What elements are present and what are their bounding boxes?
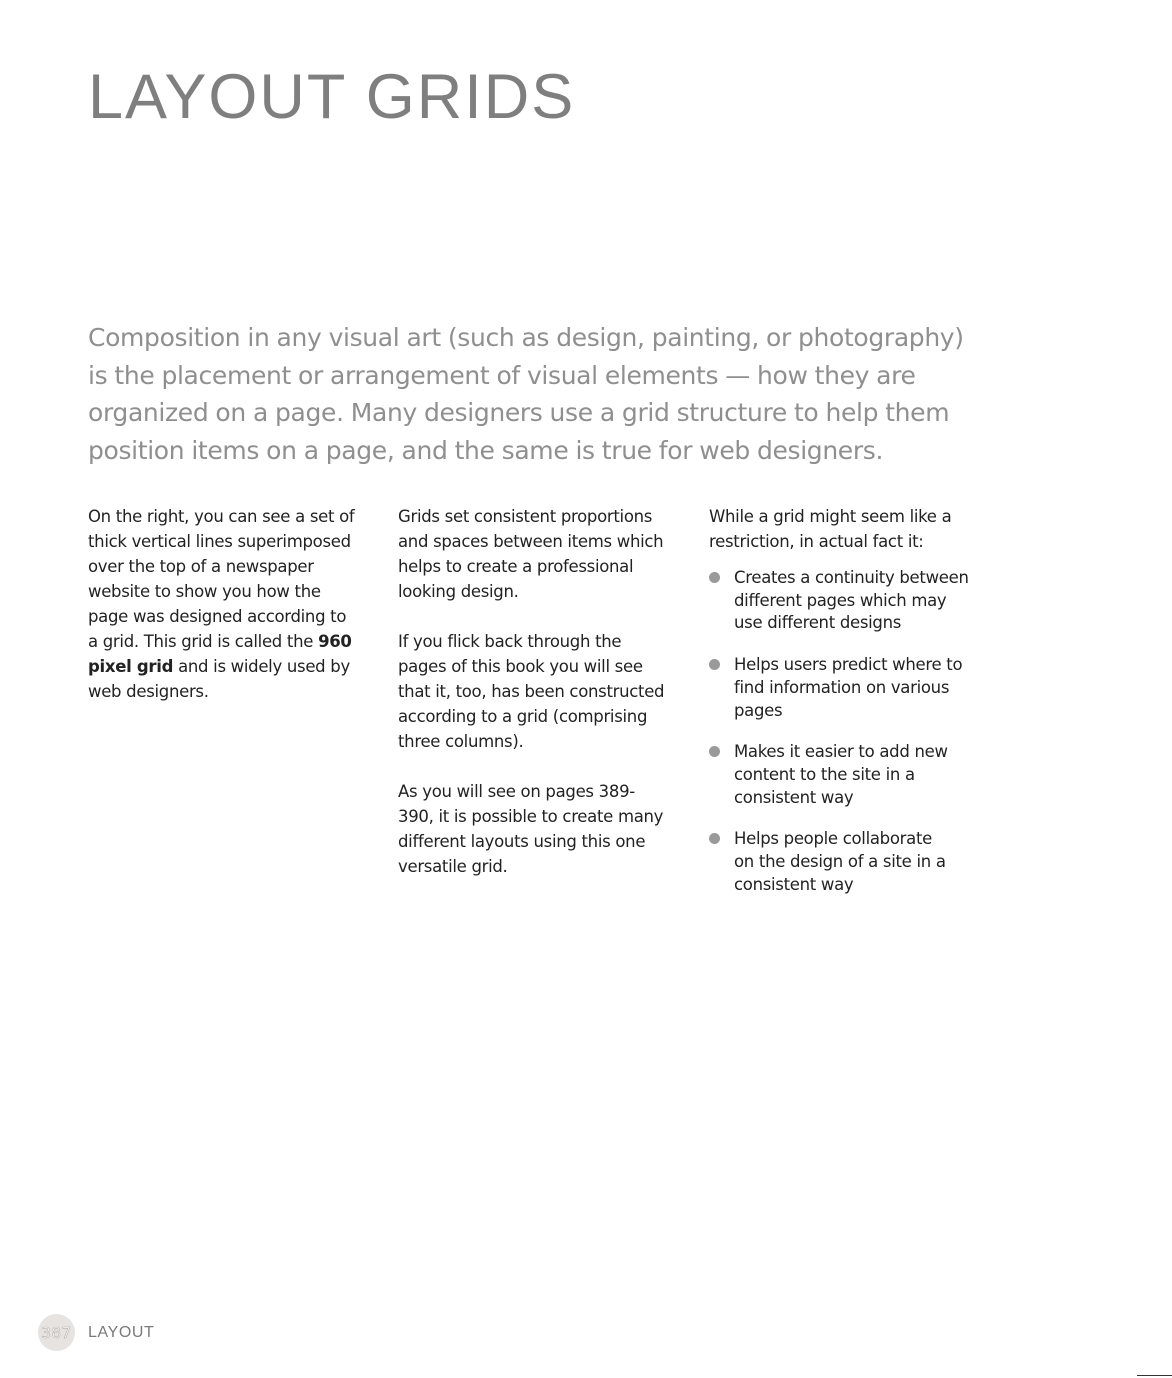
text-line	[88, 654, 358, 679]
column-middle	[398, 504, 668, 879]
bold-term: 960	[318, 632, 352, 651]
text-line: and spaces between items which	[398, 532, 664, 551]
text-line	[88, 629, 358, 654]
text-line: web designers.	[88, 682, 209, 701]
list-item	[709, 567, 979, 635]
layouts-paragraph	[398, 779, 668, 879]
text-line: consistent way	[734, 874, 854, 894]
text-line: content to the site in a	[734, 764, 915, 784]
book-grid-paragraph	[398, 629, 668, 754]
text-line: Makes it easier to add new	[734, 742, 948, 762]
text-line: Helps people collaborate	[734, 829, 932, 849]
text-line: On the right, you can see a set of	[88, 507, 355, 526]
text-line: on the design of a site in a	[734, 852, 946, 872]
text-line: three columns).	[398, 732, 524, 751]
page-footer	[38, 1314, 154, 1351]
text-line: over the top of a newspaper	[88, 557, 314, 576]
text-line: use different designs	[734, 613, 902, 633]
list-item	[709, 654, 979, 722]
section-label: LAYOUT	[88, 1323, 155, 1341]
text-line: different layouts using this one	[398, 832, 646, 851]
benefits-list	[709, 567, 979, 896]
text-line: thick vertical lines superimposed	[88, 532, 351, 551]
page-title: LAYOUT GRIDS	[88, 62, 576, 132]
text-line: pages	[734, 700, 783, 720]
intro-paragraph	[88, 319, 968, 469]
intro-line: organized on a page. Many designers use a grid structure to help them	[88, 398, 950, 428]
restriction-intro	[709, 504, 979, 554]
intro-line: is the placement or arrangement of visual elements — how they are	[88, 360, 916, 390]
text-line: While a grid might seem like a	[709, 507, 952, 526]
intro-line: position items on a page, and the same is true for web designers.	[88, 435, 884, 465]
bullet-dot-icon	[709, 572, 720, 583]
bullet-dot-icon	[709, 659, 720, 670]
text-line: 390, it is possible to create many	[398, 807, 664, 826]
text-line: looking design.	[398, 582, 519, 601]
text-line: restriction, in actual fact it:	[709, 532, 924, 551]
text-line: As you will see on pages 389-	[398, 782, 635, 801]
bullet-dot-icon	[709, 746, 720, 757]
text-line: different pages which may	[734, 590, 947, 610]
list-item	[709, 828, 979, 896]
column-left	[88, 504, 358, 704]
intro-line: Composition in any visual art (such as design, painting, or photography)	[88, 323, 964, 352]
list-item	[709, 741, 979, 809]
text-line: helps to create a professional	[398, 557, 634, 576]
column-right	[709, 504, 979, 915]
page-number: 387	[41, 1323, 72, 1342]
text-line: that it, too, has been constructed	[398, 682, 665, 701]
corner-rule	[1137, 1375, 1172, 1376]
text-line: page was designed according to	[88, 607, 347, 626]
text-line: consistent way	[734, 787, 854, 807]
text-fragment: and is widely used by	[173, 657, 350, 676]
text-fragment: a grid. This grid is called the	[88, 632, 319, 651]
text-line: pages of this book you will see	[398, 657, 643, 676]
text-line: find information on various	[734, 677, 950, 697]
proportions-paragraph	[398, 504, 668, 604]
text-line: If you flick back through the	[398, 632, 622, 651]
bullet-dot-icon	[709, 833, 720, 844]
text-line: Helps users predict where to	[734, 655, 963, 675]
text-line: versatile grid.	[398, 857, 508, 876]
text-line: according to a grid (comprising	[398, 707, 648, 726]
text-line: Creates a continuity between	[734, 568, 969, 587]
text-line: Grids set consistent proportions	[398, 507, 653, 526]
grid-explanation-paragraph	[88, 504, 358, 704]
text-line: website to show you how the	[88, 582, 321, 601]
page-number-badge	[38, 1314, 75, 1351]
bold-term: pixel grid	[88, 657, 174, 676]
